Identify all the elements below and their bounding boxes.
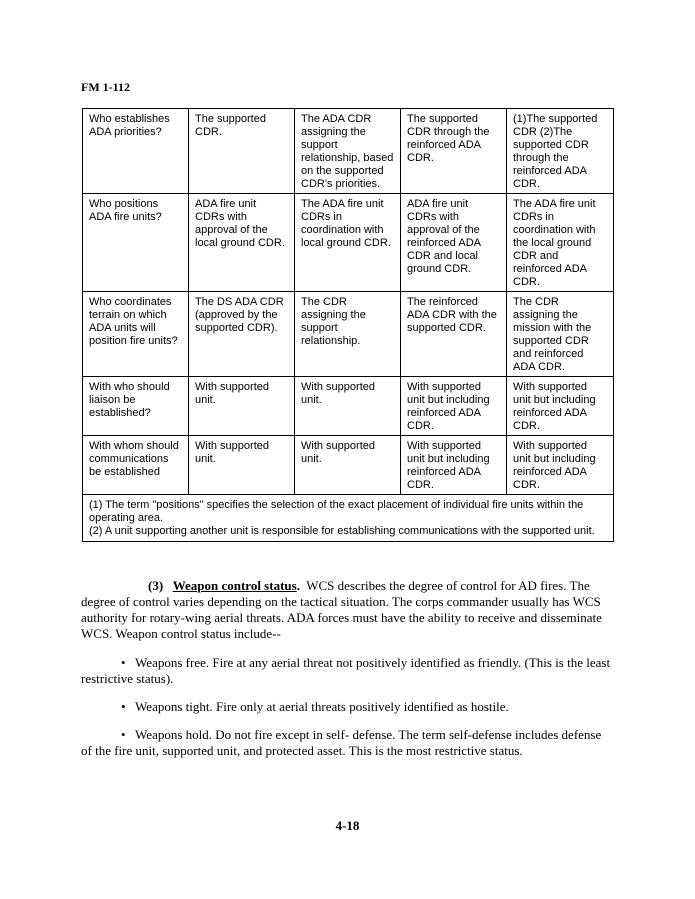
bullet-weapons-free [81,655,612,687]
table-cell: The supported CDR. [189,109,295,194]
bullet-weapons-tight [81,699,612,715]
table-row [83,436,614,495]
table-cell: With whom should communications be established [83,436,189,495]
table-cell: The ADA fire unit CDRs in coordination with local ground CDR. [295,194,401,292]
table-cell: With supported unit but including reinforced ADA CDR. [507,436,614,495]
table-cell: With supported unit. [189,377,295,436]
paragraph-heading [148,578,300,593]
ada-responsibility-table [82,108,614,542]
bullet-icon: • [121,655,126,670]
bullet-text: Weapons tight. Fire only at aerial threats positively identified as hostile. [135,699,509,714]
table-cell: The ADA CDR assigning the support relationship, based on the supported CDR's priorities. [295,109,401,194]
bullet-weapons-hold [81,727,612,759]
table-cell: With supported unit. [189,436,295,495]
bullet-text: Weapons free. Fire at any aerial threat not positively identified as friendly. (This is the least restrictive status). [81,655,611,686]
table-cell: ADA fire unit CDRs with approval of the reinforced ADA CDR and local ground CDR. [401,194,507,292]
table-cell: Who coordinates terrain on which ADA units will position fire units? [83,292,189,377]
table-cell: (1)The supported CDR (2)The supported CDR through the reinforced ADA CDR. [507,109,614,194]
paragraph-heading-period: . [296,578,300,593]
table-cell: Who positions ADA fire units? [83,194,189,292]
table-cell: With who should liaison be established? [83,377,189,436]
page-header: FM 1-112 [81,80,130,94]
table-cell: ADA fire unit CDRs with approval of the local ground CDR. [189,194,295,292]
table-note-2: (2) A unit supporting another unit is responsible for establishing communications with the supported unit. [89,525,595,537]
table-cell: Who establishes ADA priorities? [83,109,189,194]
table-cell: With supported unit but including reinforced ADA CDR. [507,377,614,436]
table-note-1: (1) The term "positions" specifies the selection of the exact placement of individual fire units within the operating area. [89,499,584,524]
paragraph-heading-title: Weapon control status [172,578,297,593]
table-row [83,377,614,436]
bullet-icon: • [121,727,126,742]
table-cell: The CDR assigning the mission with the supported CDR and reinforced ADA CDR. [507,292,614,377]
page-number: 4-18 [335,818,360,833]
paragraph-text: WCS describes the degree of control for AD fires. The degree of control varies depending on the tactical situation. The corps commander usually has WCS authority for rotary-wing aerial threats. ADA forces must have the ability to receive and disseminate WCS. Weapon control status include-- [81,578,602,641]
bullet-text: Weapons hold. Do not fire except in self- defense. The term self-defense includes defense of the fire unit, supported unit, and protected asset. This is the most restrictive status. [81,727,602,758]
table-notes-row [83,495,614,542]
table-cell: The CDR assigning the support relationship. [295,292,401,377]
table-cell: The DS ADA CDR (approved by the supported CDR). [189,292,295,377]
table-cell: The supported CDR through the reinforced ADA CDR. [401,109,507,194]
table-cell: The reinforced ADA CDR with the supported CDR. [401,292,507,377]
table-row [83,194,614,292]
table-row [83,109,614,194]
bullet-icon: • [121,699,126,714]
table-cell: The ADA fire unit CDRs in coordination with the local ground CDR and reinforced ADA CDR. [507,194,614,292]
table-row [83,292,614,377]
table-cell: With supported unit. [295,436,401,495]
table-cell: With supported unit but including reinforced ADA CDR. [401,377,507,436]
table-cell: With supported unit but including reinforced ADA CDR. [401,436,507,495]
table-cell: With supported unit. [295,377,401,436]
paragraph-weapon-control-status [81,578,612,642]
paragraph-number: (3) [148,578,164,593]
table-notes [83,495,614,542]
